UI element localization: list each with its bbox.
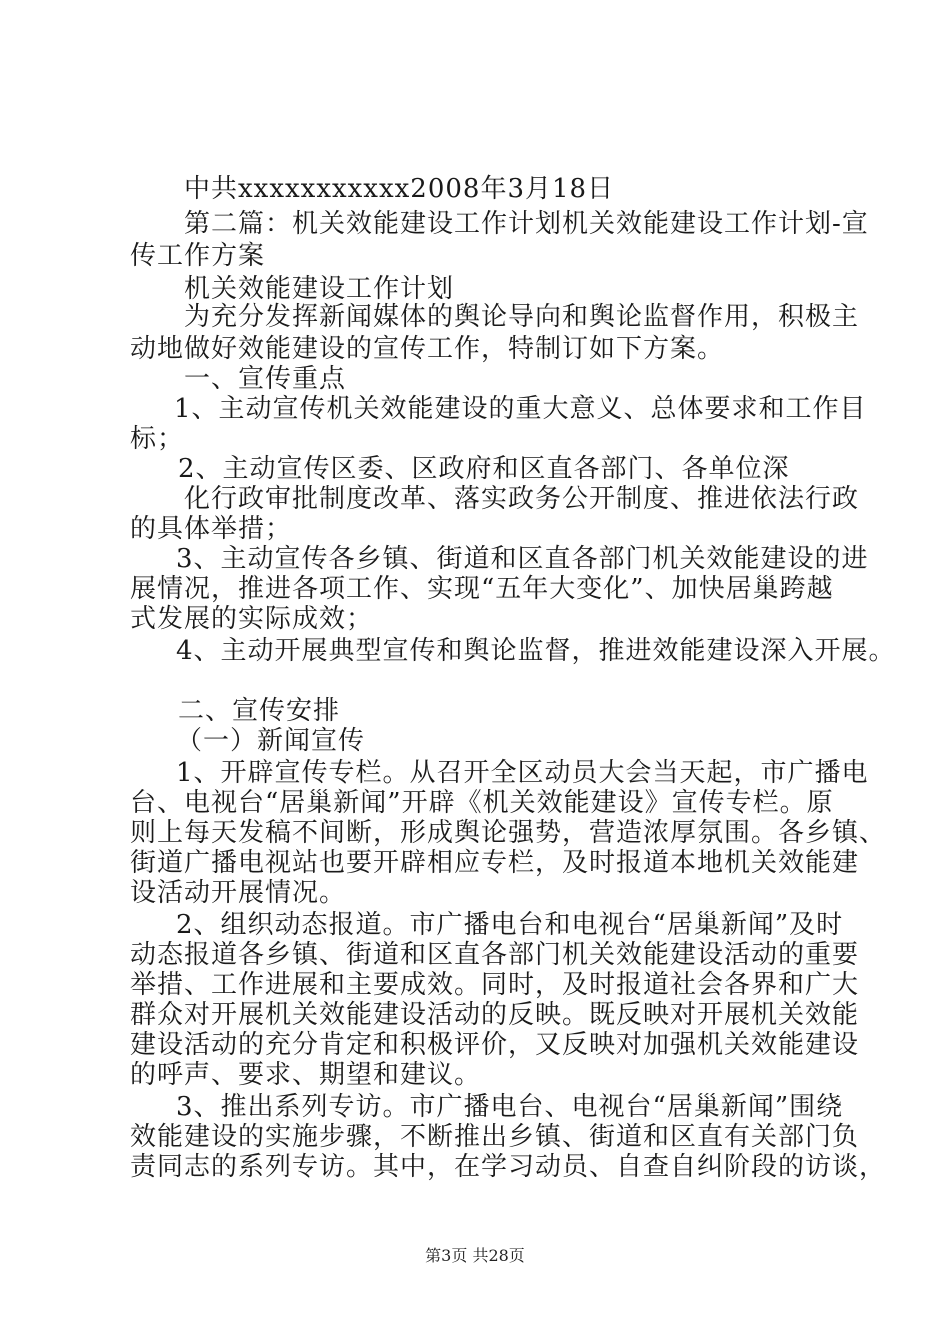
text-line: 台、电视台“居巢新闻”开辟《机关效能建设》宣传专栏。原 xyxy=(130,788,834,818)
text-line: 举措、工作进展和主要成效。同时，及时报道社会各界和广大 xyxy=(130,970,860,1000)
text-line: （一）新闻宣传 xyxy=(176,726,366,756)
text-line: 街道广播电视站也要开辟相应专栏，及时报道本地机关效能建 xyxy=(130,848,860,878)
text-line: 一、宣传重点 xyxy=(184,364,347,394)
text-line: 传工作方案 xyxy=(130,241,266,271)
text-line: 标； xyxy=(130,424,185,454)
text-line: 的呼声、要求、期望和建议。 xyxy=(130,1060,482,1090)
text-line: 的具体举措； xyxy=(130,514,293,544)
text-line: 2、主动宣传区委、区政府和区直各部门、各单位深 xyxy=(178,454,790,484)
text-line: 式发展的实际成效； xyxy=(130,604,374,634)
text-line: 化行政审批制度改革、落实政务公开制度、推进依法行政 xyxy=(184,484,860,514)
text-line: 1、主动宣传机关效能建设的重大意义、总体要求和工作目 xyxy=(174,394,867,424)
text-line: 机关效能建设工作计划 xyxy=(184,274,455,304)
text-line: 则上每天发稿不间断，形成舆论强势，营造浓厚氛围。各乡镇、 xyxy=(130,818,887,848)
page-footer: 第3页 共28页 xyxy=(425,1246,525,1265)
text-line: 第二篇：机关效能建设工作计划机关效能建设工作计划-宣 xyxy=(184,209,869,239)
text-line: 动地做好效能建设的宣传工作，特制订如下方案。 xyxy=(130,334,725,364)
text-line: 1、开辟宣传专栏。从召开全区动员大会当天起，市广播电 xyxy=(176,758,869,788)
text-line: 中共xxxxxxxxxxx2008年3月18日 xyxy=(184,174,615,204)
text-line: 群众对开展机关效能建设活动的反映。既反映对开展机关效能 xyxy=(130,1000,860,1030)
text-line: 效能建设的实施步骤，不断推出乡镇、街道和区直有关部门负 xyxy=(130,1122,860,1152)
text-line: 4、主动开展典型宣传和舆论监督，推进效能建设深入开展。 xyxy=(176,636,896,666)
text-line: 3、主动宣传各乡镇、街道和区直各部门机关效能建设的进 xyxy=(176,544,869,574)
text-line: 二、宣传安排 xyxy=(178,696,341,726)
text-line: 责同志的系列专访。其中，在学习动员、自查自纠阶段的访谈， xyxy=(130,1152,887,1182)
text-line: 为充分发挥新闻媒体的舆论导向和舆论监督作用，积极主 xyxy=(184,302,860,332)
text-line: 设活动开展情况。 xyxy=(130,878,347,908)
text-line: 展情况，推进各项工作、实现“五年大变化”、加快居巢跨越 xyxy=(130,574,834,604)
text-line: 建设活动的充分肯定和积极评价，又反映对加强机关效能建设 xyxy=(130,1030,860,1060)
text-line: 3、推出系列专访。市广播电台、电视台“居巢新闻”围绕 xyxy=(176,1092,844,1122)
text-line: 2、组织动态报道。市广播电台和电视台“居巢新闻”及时 xyxy=(176,910,844,940)
text-line: 动态报道各乡镇、街道和区直各部门机关效能建设活动的重要 xyxy=(130,940,860,970)
